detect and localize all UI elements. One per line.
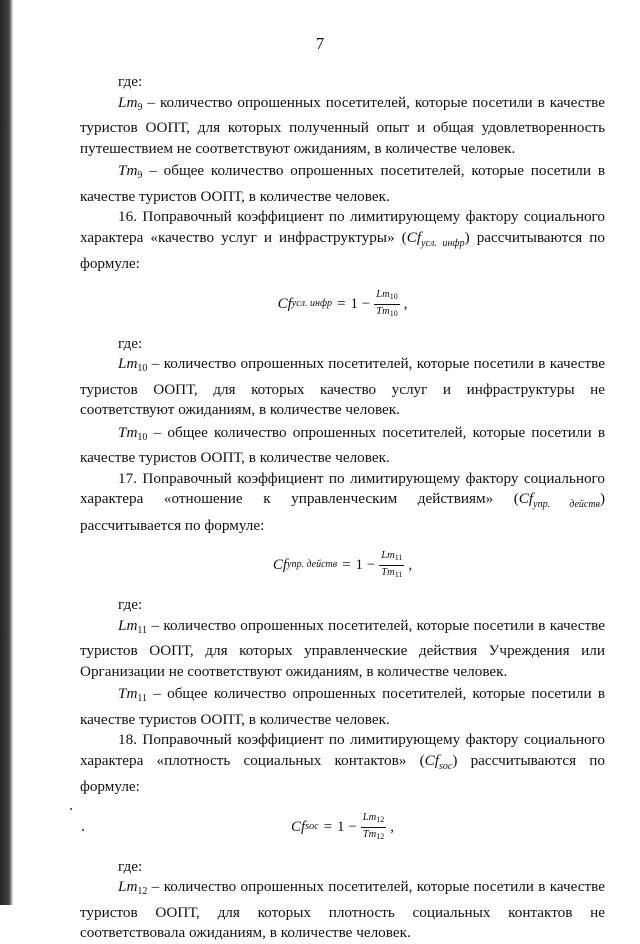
numerator-sub: 11	[394, 553, 403, 562]
definition-tm10	[80, 423, 605, 469]
formula-uslinfr	[80, 289, 605, 320]
formula-comma: ,	[403, 295, 408, 312]
definition-tm9	[80, 161, 605, 207]
definition-text: – общее количество опрошенных посетителей, которые посетили в качестве туристов ООПТ, в количестве человек.	[80, 423, 605, 466]
var-subscript: 9	[137, 101, 143, 113]
paragraph-text: ) рассчитываются по формуле:	[80, 228, 605, 272]
coef-cf: Cf	[424, 751, 439, 769]
var-tm: Tm	[118, 423, 138, 441]
paragraph-17	[80, 469, 605, 537]
formula-equals: =	[337, 295, 346, 312]
formula-fraction	[361, 812, 386, 843]
formula-soc	[80, 812, 605, 843]
paragraph-text: 17. Поправочный коэффициент по лимитирующему фактору социального характера «отношение к управленческим действиям» (	[80, 469, 605, 507]
definition-lm11	[80, 616, 605, 683]
coef-subscript: soc	[438, 760, 453, 772]
var-lm: Lm	[118, 878, 138, 895]
definition-text: – количество опрошенных посетителей, которые посетили в качестве туристов ООПТ, для которых качество услуг и инфраструктуры не соответствуют ожиданиям, в количестве человек.	[80, 355, 605, 418]
coef-cf: Cf	[518, 490, 534, 507]
fraction-numerator	[379, 550, 404, 566]
fraction-denominator	[361, 828, 386, 843]
formula-lhs: Cf	[291, 818, 306, 835]
definition-text: – общее количество опрошенных посетителей, которые посетили в качестве туристов ООПТ, в количестве человек.	[80, 685, 605, 728]
page-number: 7	[315, 34, 325, 53]
definition-text: – количество опрошенных посетителей, которые посетили в качестве туристов ООПТ, для которых плотность социальных контактов не соответствовала ожиданиям, в количестве человек.	[80, 878, 605, 941]
numerator-sub: 10	[389, 291, 398, 301]
var-lm: Lm	[118, 616, 138, 634]
var-subscript: 9	[137, 170, 143, 181]
paragraph-text: 16. Поправочный коэффициент по лимитирующему фактору социального характера «качество услуг и инфраструктуры» (	[80, 208, 605, 246]
formula-lhs-subscript: soc	[305, 820, 319, 832]
formula-one-minus: 1 −	[355, 557, 376, 574]
definition-tm11	[80, 684, 605, 730]
formula-comma: ,	[408, 557, 413, 574]
definition-text: – количество опрошенных посетителей, которые посетили в качестве туристов ООПТ, для которых управленческие действия Учреждения или Организации не соответствуют ожиданиям, в количестве человек.	[80, 616, 605, 680]
denominator-sub: 11	[394, 570, 403, 579]
denominator-var: Tm	[376, 305, 390, 317]
denominator-sub: 10	[389, 308, 398, 318]
var-subscript: 12	[137, 886, 148, 897]
var-lm: Lm	[118, 93, 138, 111]
var-subscript: 11	[137, 693, 148, 704]
var-tm: Tm	[118, 685, 138, 702]
fraction-denominator	[374, 305, 399, 320]
var-subscript: 10	[137, 363, 148, 374]
formula-equals: =	[323, 818, 333, 835]
where-label: где:	[118, 73, 143, 90]
numerator-var: Lm	[376, 288, 390, 300]
where-label: где:	[118, 857, 143, 875]
var-subscript: 11	[137, 624, 148, 636]
numerator-sub: 12	[376, 814, 385, 824]
var-lm: Lm	[118, 355, 138, 372]
fraction-denominator	[379, 566, 404, 581]
formula-lhs: Cf	[277, 295, 292, 312]
var-subscript: 10	[137, 431, 148, 443]
where-label: где:	[118, 334, 143, 352]
formula-comma: ,	[390, 818, 394, 835]
denominator-var: Tm	[362, 828, 377, 840]
document-body	[80, 72, 605, 944]
formula-lhs: Cf	[272, 557, 288, 574]
fraction-numerator	[361, 812, 386, 828]
coef-cf: Cf	[406, 228, 422, 246]
denominator-var: Tm	[381, 567, 395, 578]
paragraph-16	[80, 207, 605, 275]
formula-uprdeystv	[80, 550, 605, 581]
coef-subscript: упр. действ	[533, 499, 600, 510]
scan-speck	[70, 808, 72, 810]
var-tm: Tm	[118, 162, 138, 179]
paragraph-text: ) рассчитываются по формуле:	[80, 751, 605, 795]
numerator-var: Lm	[381, 550, 395, 561]
denominator-sub: 12	[376, 831, 385, 841]
definition-lm12	[80, 877, 605, 944]
paragraph-text: 18. Поправочный коэффициент по лимитирующему фактору социального характера «плотность социальных контактов» (	[80, 731, 605, 769]
definition-text: – количество опрошенных посетителей, которые посетили в качестве туристов ООПТ, для которых полученный опыт и общая удовлетворенность путешествием не соответствуют ожиданиям, в количестве человек.	[80, 93, 605, 157]
formula-fraction	[374, 289, 399, 320]
formula-lhs-subscript: усл. инфр	[291, 297, 333, 309]
formula-one-minus: 1 −	[350, 295, 371, 312]
coef-subscript: усл. инфр	[421, 237, 465, 249]
definition-lm9	[80, 93, 605, 160]
formula-lhs-subscript: упр. действ	[287, 559, 338, 571]
paragraph-text: ) рассчитывается по формуле:	[80, 490, 605, 534]
where-label: где:	[118, 596, 143, 613]
formula-one-minus: 1 −	[337, 818, 357, 835]
scan-speck	[82, 829, 84, 831]
formula-equals: =	[342, 557, 351, 574]
numerator-var: Lm	[362, 811, 377, 823]
definition-lm10	[80, 354, 605, 421]
formula-fraction	[379, 550, 404, 581]
definition-text: – общее количество опрошенных посетителей, которые посетили в качестве туристов ООПТ, в количестве человек.	[80, 162, 605, 205]
paragraph-18	[80, 730, 605, 798]
fraction-numerator	[374, 289, 399, 305]
